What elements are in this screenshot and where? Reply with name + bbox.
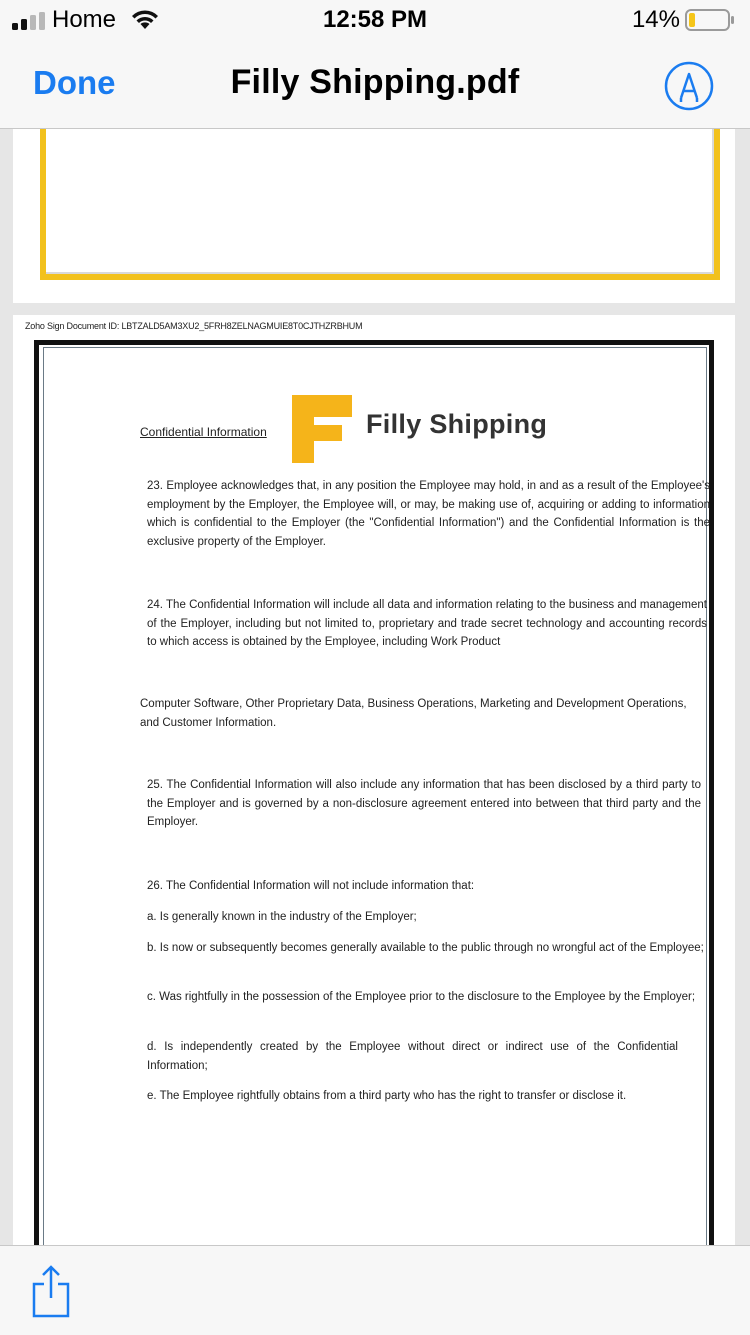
paragraph-24-continued: Computer Software, Other Proprietary Data, Business Operations, Marketing and Development Operations, and Customer Information. [140, 698, 687, 729]
paragraph-25: 25. The Confidential Information will also include any information that has been disclosed by a third party to the Employer and is governed by a non-disclosure agreement entered into between that third party and the Employer. [147, 779, 701, 829]
list-item-a: a. Is generally known in the industry of the Employer; [147, 911, 417, 923]
markup-pen-icon[interactable] [664, 61, 714, 111]
list-item-d: d. Is independently created by the Employee without direct or indirect use of the Confidential Information; [147, 1041, 678, 1072]
document-title: Filly Shipping.pdf [230, 63, 520, 101]
list-item-c: c. Was rightfully in the possession of the Employee prior to the disclosure to the Employee by the Employer; [147, 991, 696, 1003]
page-inner-border [43, 347, 710, 1245]
list-item-b: b. Is now or subsequently becomes generally available to the public through no wrongful act of the Employee; [147, 942, 704, 954]
battery-icon [685, 9, 735, 31]
clock: 12:58 PM [322, 6, 428, 33]
navigation-bar [0, 42, 750, 129]
status-bar [0, 0, 750, 42]
carrier-label: Home [52, 6, 117, 33]
paragraph-24: 24. The Confidential Information will include all data and information relating to the business and management of the Employer, including but not limited to, proprietary and trade secret technology and accounting records to which access is obtained by the Employee, including Work Product [147, 599, 707, 649]
pdf-page [13, 315, 735, 1245]
battery-percentage: 14% [631, 6, 680, 33]
page-yellow-frame [40, 129, 720, 280]
document-id: Zoho Sign Document ID: LBTZALD5AM3XU2_5FRH8ZELNAGMUIE8T0CJTHZRBHUM [25, 321, 363, 331]
done-button[interactable]: Done [33, 64, 116, 101]
paragraph-23: 23. Employee acknowledges that, in any position the Employee may hold, in and as a result of the Employee's employment by the Employer, the Employee will, or may, be making use of, acquiring or adding to information which is confidential to the Employer (the "Confidential Information") and the Confidential Information is the exclusive property of the Employer. [147, 480, 710, 548]
pdf-viewer[interactable] [0, 129, 750, 1245]
list-item-e: e. The Employee rightfully obtains from a third party who has the right to transfer or disclose it. [147, 1090, 627, 1102]
bottom-toolbar [0, 1245, 750, 1335]
share-icon[interactable] [30, 1264, 72, 1318]
paragraph-26: 26. The Confidential Information will not include information that: [147, 880, 475, 892]
section-heading: Confidential Information [140, 425, 267, 439]
brand-logo-icon [292, 395, 352, 463]
page-border-frame [34, 340, 714, 1245]
pdf-page-previous [13, 129, 735, 303]
brand-name: Filly Shipping [366, 409, 548, 439]
